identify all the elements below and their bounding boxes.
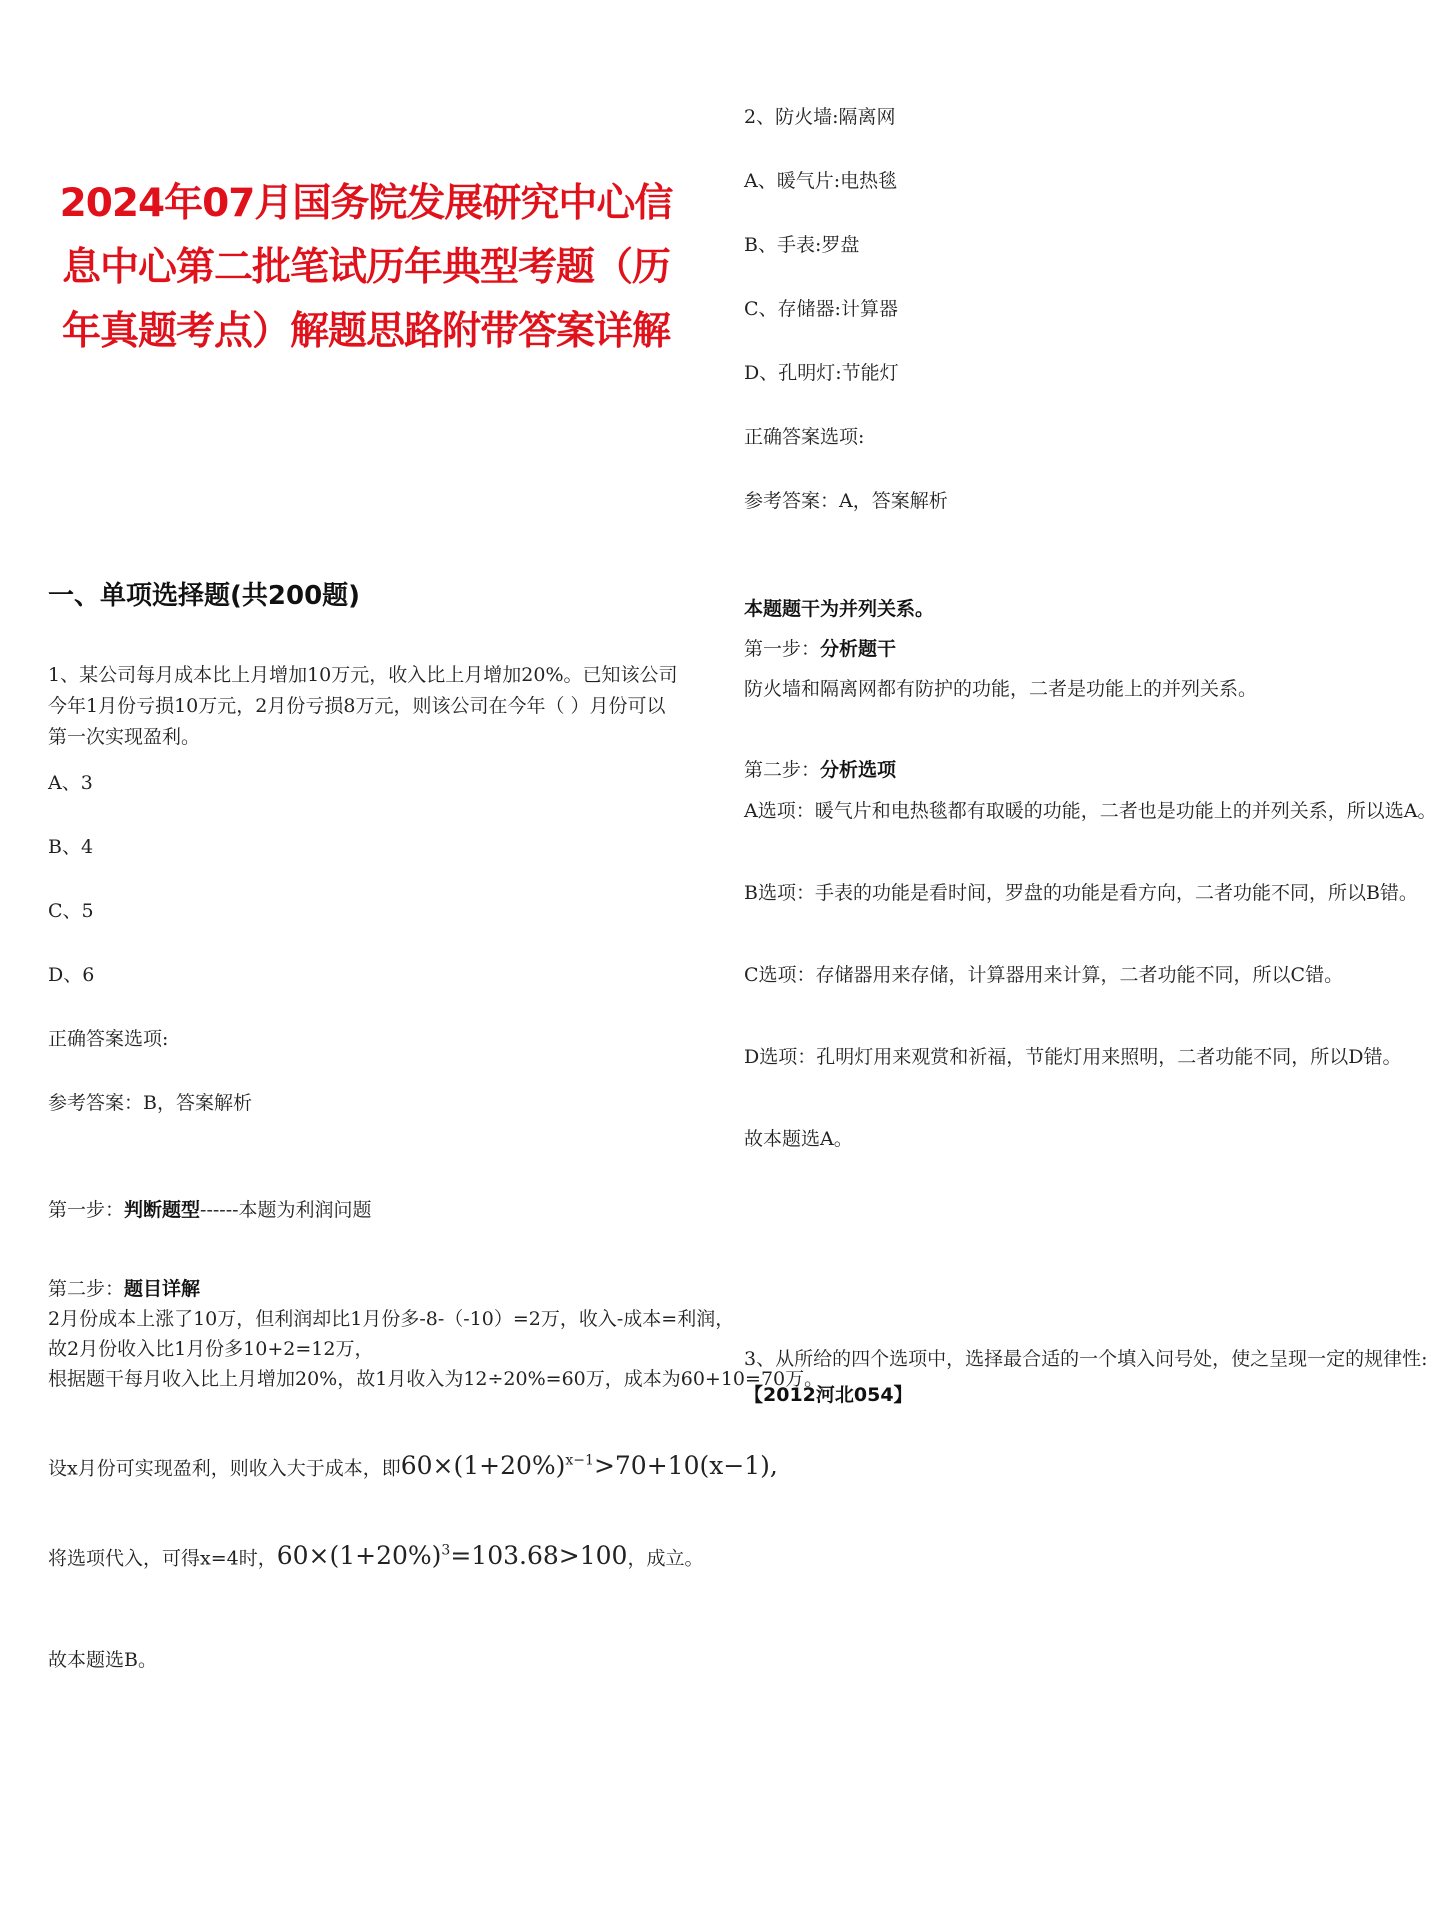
q1-formula2 [277,1541,628,1570]
q1-detail-line-2: 故2月份收入比1月份多10+2=12万， [48,1338,374,1360]
q2-step2 [744,757,896,783]
q2-option-c: C、存储器:计算器 [744,298,898,320]
q2-correct-label: 正确答案选项: [744,426,865,448]
q1-option-c: C、5 [48,900,94,922]
q1-step1 [48,1197,372,1223]
q1-reference: 参考答案：B，答案解析 [48,1092,252,1114]
q2-option-a: A、暖气片:电热毯 [744,170,898,192]
q2-step1 [744,636,896,662]
q2-analysis-a: A选项：暖气片和电热毯都有取暖的功能，二者也是功能上的并列关系，所以选A。 [744,800,1436,822]
formula2-base: 60×(1+20%) [276,1541,442,1571]
q3-source: 【2012河北054】 [744,1384,913,1406]
q2-step1-text: 防火墙和隔离网都有防护的功能，二者是功能上的并列关系。 [744,678,1258,700]
q1-option-b: B、4 [48,836,94,858]
q1-substitute-end: ，成立。 [627,1547,704,1570]
q2-analysis-heading: 本题题干为并列关系。 [744,598,935,620]
q1-formula-line [48,1448,778,1481]
q1-option-d: D、6 [48,964,95,986]
q1-step1-text: ------本题为利润问题 [200,1199,372,1221]
q1-step2 [48,1276,200,1302]
q3-stem: 3、从所给的四个选项中，选择最合适的一个填入问号处，使之呈现一定的规律性: [744,1348,1428,1370]
q1-detail-line-3: 根据题干每月收入比上月增加20%，故1月收入为12÷20%=60万，成本为60+10=70万。 [48,1368,824,1390]
q2-analysis-b: B选项：手表的功能是看时间，罗盘的功能是看方向，二者功能不同，所以B错。 [744,882,1418,904]
q1-step2-prefix: 第二步： [48,1278,125,1300]
q1-substitute-intro: 将选项代入，可得x=4时， [48,1547,277,1570]
q1-option-a: A、3 [48,772,93,794]
formula2-rest: =103.68>100 [450,1541,628,1571]
formula1-exponent: x−1 [565,1453,594,1469]
q1-step1-prefix: 第一步： [48,1199,125,1221]
q2-conclusion: 故本题选A。 [744,1128,853,1150]
q2-step1-prefix: 第一步： [744,638,821,660]
document-title: 2024年07月国务院发展研究中心信息中心第二批笔试历年典型考题（历年真题考点）解题思路附带答案详解 [59,181,673,354]
q2-step2-prefix: 第二步： [744,759,821,781]
q2-analysis-c: C选项：存储器用来存储，计算器用来计算，二者功能不同，所以C错。 [744,964,1344,986]
q1-step1-bold: 判断题型 [124,1199,201,1221]
formula2-exponent: 3 [441,1543,451,1559]
q1-detail-line-1: 2月份成本上涨了10万，但利润却比1月份多-8-（-10）=2万，收入-成本=利润， [48,1308,735,1330]
q1-stem: 1、某公司每月成本比上月增加10万元，收入比上月增加20%。已知该公司今年1月份亏损10万元，2月份亏损8万元，则该公司在今年（ ）月份可以第一次实现盈利。 [48,664,678,748]
q2-analysis-d: D选项：孔明灯用来观赏和祈福，节能灯用来照明，二者功能不同，所以D错。 [744,1046,1402,1068]
q2-step1-bold: 分析题干 [820,638,897,660]
q2-option-b: B、手表:罗盘 [744,234,860,256]
q1-substitute-line [48,1538,703,1571]
q2-option-d: D、孔明灯:节能灯 [744,362,899,384]
q1-step2-bold: 题目详解 [124,1278,201,1300]
q2-step2-bold: 分析选项 [820,759,897,781]
q1-correct-label: 正确答案选项: [48,1028,169,1050]
formula1-rest: >70+10(x−1), [593,1451,778,1481]
q2-reference: 参考答案：A，答案解析 [744,490,948,512]
q1-formula1 [401,1451,778,1480]
q2-stem: 2、防火墙:隔离网 [744,106,896,128]
section-heading: 一、单项选择题(共200题) [48,581,361,611]
q1-formula-intro: 设x月份可实现盈利，则收入大于成本，即 [48,1457,401,1480]
q1-conclusion: 故本题选B。 [48,1649,157,1671]
formula1-base: 60×(1+20%) [400,1451,566,1481]
